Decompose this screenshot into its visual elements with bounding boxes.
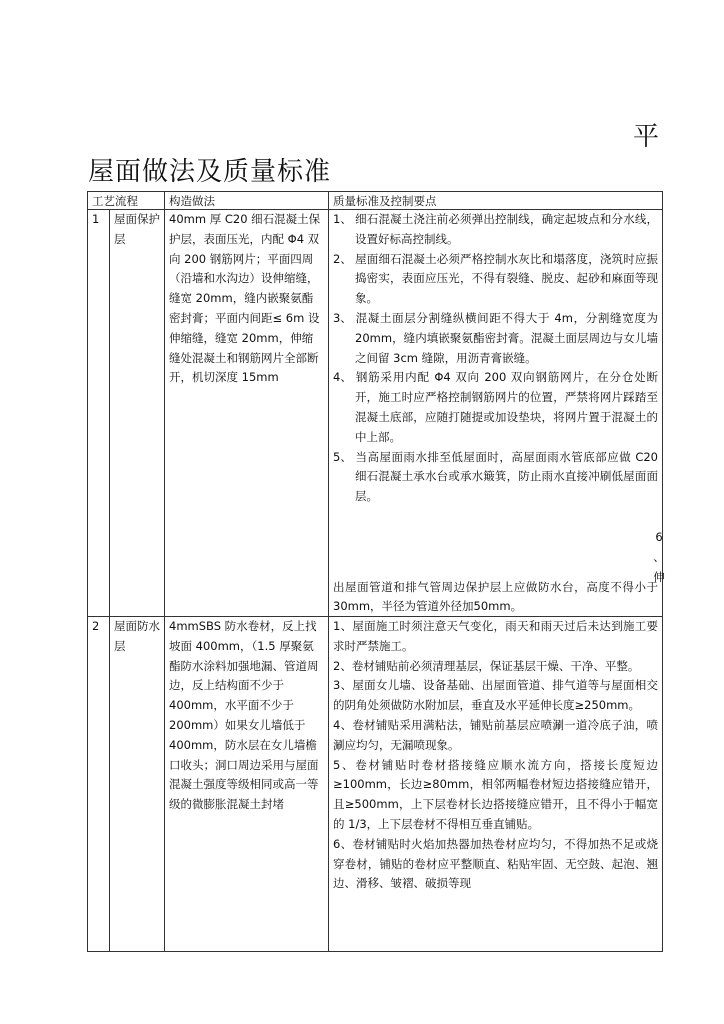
- page-title: 屋面做法及质量标准: [88, 157, 332, 187]
- quality-extra-note: 出屋面管道和排气管周边保护层上应做防水台，高度不得小于 30mm，半径为管道外径加50mm。: [333, 580, 658, 613]
- header-quality: 质量标准及控制要点: [329, 192, 663, 210]
- row-number: 2: [88, 617, 110, 952]
- quality-item: 1、屋面施工时须注意天气变化，雨天和雨天过后未达到施工要求时严禁施工。: [333, 619, 658, 653]
- table-row: [88, 210, 663, 617]
- quality-list: [333, 210, 658, 507]
- method-text: 40mm 厚 C20 细石混凝土保护层，表面压光，内配 Φ4 双向 200 钢筋网片；平面四周（沿墙和水沟边）设伸缩缝，缝宽 20mm，缝内嵌聚氨酯密封膏；平面内间距≤ 6m 设伸缩缝，缝宽 20mm，伸缩缝处混凝土和钢筋网片全部断开，机切深度 15mm: [165, 210, 329, 617]
- page-corner-char: 平: [633, 122, 660, 152]
- header-method: 构造做法: [165, 192, 329, 210]
- process-name: 屋面防水层: [110, 617, 165, 952]
- quality-item: 1、 细石混凝土浇注前必须弹出控制线，确定起坡点和分水线，设置好标高控制线。: [333, 212, 658, 246]
- row-number: 1: [88, 210, 110, 617]
- method-text: 4mmSBS 防水卷材，反上找坡面 400mm，（1.5 厚聚氨酯防水涂料加强地漏、管道周边，反上结构面不少于 400mm，水平面不少于 200mm）如果女儿墙低于 400mm，防水层在女儿墙檐口收头；洞口周边采用与屋面混凝土强度等级相同或高一等级的微膨胀混凝土封堵: [165, 617, 329, 952]
- quality-item: 4、 钢筋采用内配 Φ4 双向 200 双向钢筋网片，在分仓处断开，施工时应严格控制钢筋网片的位置，严禁将网片踩踏至混凝土底部，应随打随提或加设垫块，将网片置于混凝土的中上部。: [333, 370, 658, 444]
- quality-item: 6、卷材铺贴时火焰加热器加热卷材应均匀，不得加热不足或烧穿卷材，铺贴的卷材应平整顺直、粘贴牢固、无空鼓、起泡、翘边、滑移、皱褶、破损等现: [333, 836, 658, 891]
- quality-item: 2、 屋面细石混凝土必须严格控制水灰比和塌落度，浇筑时应振捣密实，表面应压光，不得有裂缝、脱皮、起砂和麻面等现象。: [333, 251, 658, 306]
- quality-item: 5、 当高屋面雨水排至低屋面时，高屋面雨水管底部应做 C20 细石混凝土承水台或承水簸箕，防止雨水直接冲刷低屋面面层。: [333, 449, 658, 504]
- side-note-char: 伸: [653, 570, 665, 584]
- quality-item: 3、 混凝土面层分割缝纵横间距不得大于 4m，分割缝宽度为 20mm，缝内填嵌聚氨酯密封膏。混凝土面层周边与女儿墙之间留 3cm 缝隙，用沥青膏嵌缝。: [333, 310, 658, 365]
- process-name: 屋面保护层: [110, 210, 165, 617]
- quality-item: 4、卷材铺贴采用满粘法，铺贴前基层应喷涮一道冷底子油，喷涮应均匀，无漏喷现象。: [333, 717, 658, 752]
- quality-item: 5、卷材铺贴时卷材搭接缝应顺水流方向，搭接长度短边≥100mm，长边≥80mm，相邻两幅卷材短边搭接缝应错开，且≥500mm，上下层卷材长边搭接缝应错开，且不得小于幅宽的 1/3，上下层卷材不得相互垂直铺贴。: [333, 757, 658, 831]
- side-note-char: 6: [655, 530, 663, 544]
- table-row: [88, 617, 663, 952]
- quality-standards-table: [87, 191, 663, 952]
- side-note-char: 、: [653, 550, 665, 564]
- quality-cell: [329, 617, 663, 952]
- quality-cell: [329, 210, 663, 617]
- table-header-row: [88, 192, 663, 210]
- quality-item: 2、卷材铺贴前必须清理基层，保证基层干燥、干净、平整。: [333, 658, 640, 673]
- quality-item: 3、屋面女儿墙、设备基础、出屋面管道、排气道等与屋面相交的阴角处须做防水附加层，垂直及水平延伸长度≥250mm。: [333, 678, 658, 713]
- header-process: 工艺流程: [88, 192, 165, 210]
